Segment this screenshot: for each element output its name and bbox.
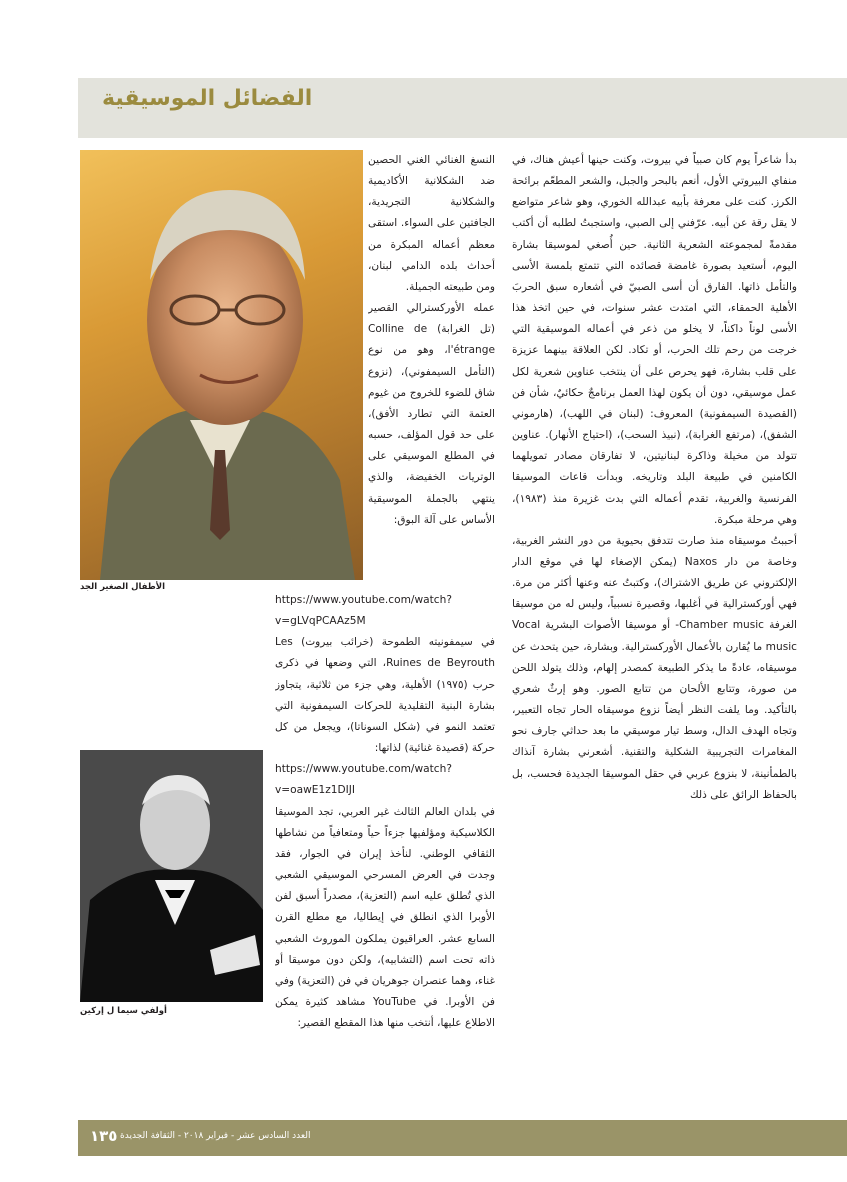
conductor-photo (80, 750, 263, 1002)
article-column-1 (512, 150, 797, 1095)
youtube-link[interactable]: https://www.youtube.com/watch?v=gLVqPCAAz5M (275, 594, 452, 628)
issue-info: العدد السادس عشر - فبراير ٢٠١٨ - الثقافة الجديدة (120, 1131, 311, 1141)
portrait-painting-drawing (80, 150, 363, 580)
paragraph: في بلدان العالم الثالث غير العربي، تجد الموسيقا الكلاسيكية ومؤلفيها جزءاً حياً ومتعافياً من نشاطها الثقافي الوطني. لنأخذ إيران في الجوار، فقد وجدت في العرض المسرحي الموسيقي الشعبي الذي تُطلق عليه اسم (التعزية)، مصدراً أسبق لفن الأوبرا الذي انطلق في إيطاليا، مع مطلع القرن السابع عشر. العراقيون يملكون الموروث الشعبي ذاته تحت اسم (التشابيه)، ولكن دون موسيقا أو غناء، وهما عنصران جوهريان في فن (التعزية) وفي فن الأوبرا. في YouTube مشاهد كثيرة يمكن الاطلاع عليها، أنتخب منها هذا المقطع القصير: (275, 805, 495, 1030)
conductor-photo-caption: أولفي سيما ل إركين (80, 1006, 167, 1016)
page-number: ١٣٥ (90, 1127, 118, 1145)
youtube-link[interactable]: https://www.youtube.com/watch?v=oawE1z1DIJI (275, 763, 452, 797)
page-footer (78, 1120, 847, 1156)
paragraph: عمله الأوركسترالي القصير (تل الغرابة) Colline de l'étrange، وهو من نوع (التأمل السيمفوني)، (نزوع شاق للضوء للخروج من غيوم العتمة التي تطارد الأفق)، على حد قول المؤلف، حسبه في المطلع الموسيقي على الوتريات الخفيضة، والذي ينتهي بالجملة الموسيقية الأساس على آلة البوق: (368, 302, 495, 526)
conductor-photo-drawing (80, 750, 263, 1002)
paragraph: في سيمفونيته الطموحة (خرائب بيروت) Les Ruines de Beyrouth، التي وضعها في ذكرى حرب (١٩٧٥) الأهلية، وهي جزء من ثلاثية، يتجاوز بشارة البنية التقليدية للحركات السيمفونية التي تعتمد النمو في (شكل السوناتا)، ويجعل من كل حركة (قصيدة غنائية) لذاتها: (275, 636, 495, 755)
portrait-painting (80, 150, 363, 580)
article-column-2-lower (275, 590, 495, 1095)
paragraph: بدأ شاعراً يوم كان صبياً في بيروت، وكنت حينها أعيش هناك، في منفاي البيروتي الأول، أنعم بالبحر والجبل، والشعر المطعّم برائحة الكرز. كنت على معرفة بأبيه عبدالله الخوري، وهو شاعر متواضع لا يقل رقة عن أبيه. عرّفني إلى الصبي، واستجبتُ لطلبه أن أكتب مقدمةً لمجموعته الشعرية الثانية. حين أُصغي لموسيقا بشارة اليوم، أستعيد بصورة غامضة قصائده التي تتمتع بلمسة الأسى والتأمل ذاتها. الفارق أن أسى الصبيّ في أشعاره سبق الحربَ الأهلية الحمقاء، التي امتدت عشر سنوات، في حين اتخذ هذا الأسى لوناً داكناً، لا يخلو من ذعر في أعماله الموسيقية التي خرجت من رحم تلك الحرب، أو تكاد. لكن العلاقة بينهما عزيزة على قلب بشارة، فهو يحرص على أن ينتخب عناوين شعرية لكل عمل موسيقي، دون أن يكون لهذا العمل برنامجٌ حكائيٌ، شأن فن (القصيدة السيمفونية) المعروف: (لبنان في اللهب)، (هارموني الشفق)، (مرتفع الغرابة)، (نبيذ السحب)، (احتياج الأنهار). عناوين تتولد من مخيلة وذاكرة لبنانيتين، لا تفارقان مصادر تمويلهما الكامنين في طبيعة البلد وتاريخه. وبدأت قاعات الموسيقا الفرنسية والغربية، تقدم أعماله التي بدت غزيرة منذ (١٩٨٣)، وهي مرحلة مبكرة. (512, 154, 797, 526)
section-title: الفضائل الموسيقية (102, 86, 313, 111)
paragraph: النسغ الغنائي الغني الحصين ضد الشكلانية الأكاديمية والشكلانية التجريدية، الجافتين على السواء. استقى معظم أعماله المبكرة من أحداث بلده الدامي لبنان، ومن طبيعته الجميلة. (368, 154, 495, 293)
paragraph: أحببتُ موسيقاه منذ صارت تتدفق بحيوية من دور النشر الغربية، وخاصة من دار Naxos (يمكن الإصغاء لها في موقع الدار الإلكتروني عن طريق الاشتراك)، وكتبتُ عنه وعنها أكثر من مرة. فهي أوركسترالية في أغلبها، وقصيرة نسبياً، وليس له من موسيقا الغرفة Chamber music- أو موسيقا الأصوات البشرية Vocal music ما يُقارن بالأعمال الأوركسترالية. وبشارة، حين يتحدث عن موسيقاه، عادةً ما يذكر الطبيعة كمصدر إلهام، وذلك يتولد اللحن من صورة، وتتابع الألحان من تتابع الصور. وهو إرثٌ شعري بالتأكيد. وما يلفت النظر أيضاً نزوع موسيقاه الحار تجاه التعبير، وتجاه الهدف الدال، وسط تيار موسيقي ما بعد حداثي جارف نحو المغامرات التجريبية الشكلية والتقنية. أشعرني بشارة آنذاك بالطمأنينة، لا بنزوع عربي في حقل الموسيقا الجديدة فحسب، بل بالحفاظ الرائق على ذلك (512, 534, 797, 801)
portrait-painting-caption: الأطفال الصغير الجد (80, 582, 166, 592)
section-header-band (78, 78, 847, 138)
article-column-2-upper (368, 150, 495, 590)
